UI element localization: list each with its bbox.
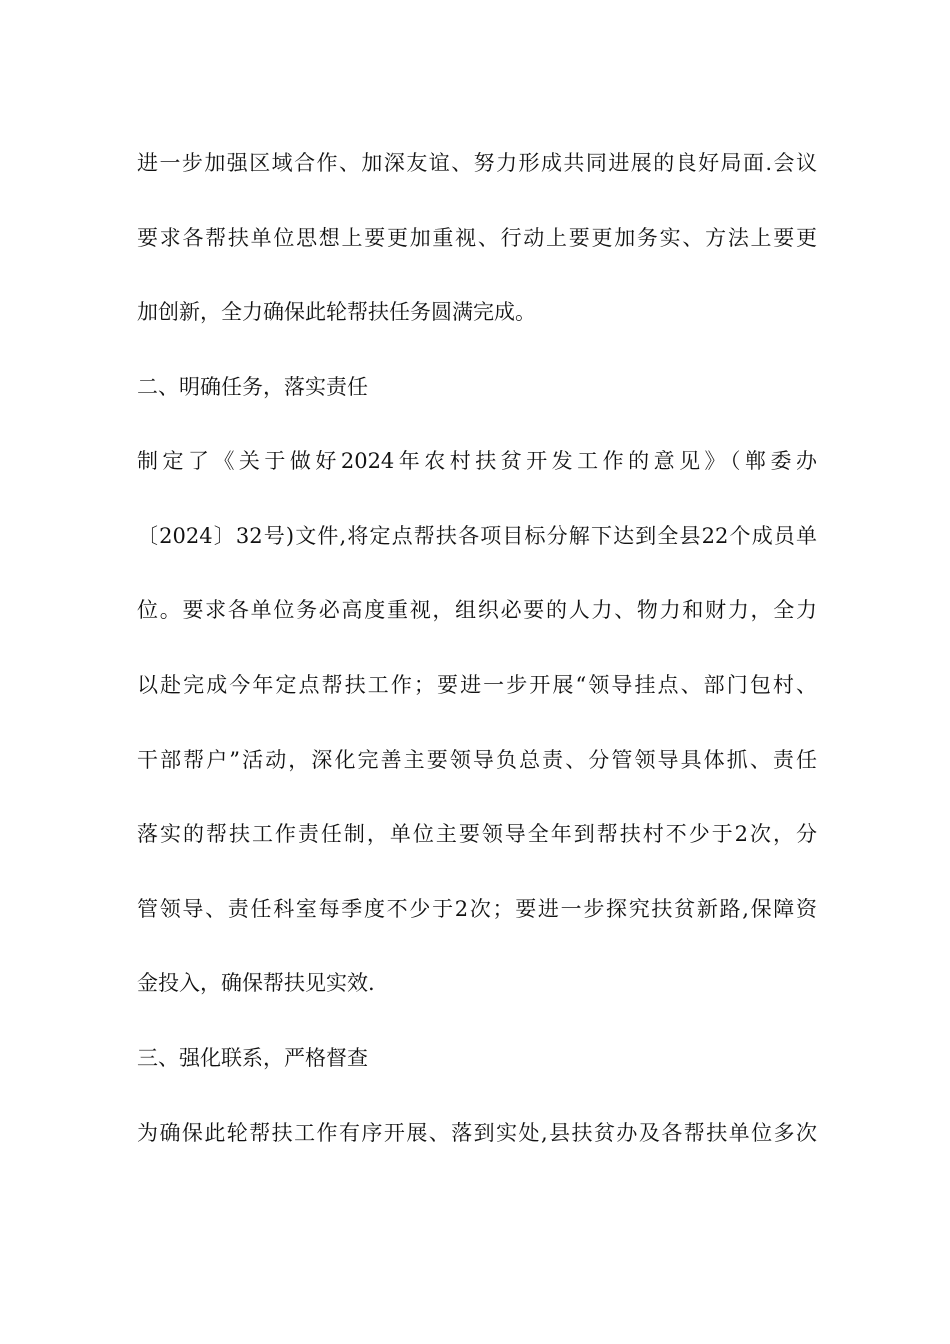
paragraph-line: 干部帮户”活动，深化完善主要领导负总责、分管领导具体抓、责任 (137, 748, 817, 772)
paragraph-line: 要求各帮扶单位思想上要更加重视、行动上要更加务实、方法上要更 (137, 226, 817, 250)
paragraph-line: 以赴完成今年定点帮扶工作；要进一步开展“领导挂点、部门包村、 (137, 673, 817, 697)
section-heading-3: 三、强化联系，严格督查 (137, 1046, 368, 1070)
paragraph-line: 加创新，全力确保此轮帮扶任务圆满完成。 (137, 300, 536, 324)
paragraph-line: 进一步加强区域合作、加深友谊、努力形成共同进展的良好局面.会议 (137, 151, 817, 175)
paragraph-line: 制定了《关于做好2024年农村扶贫开发工作的意见》（郸委办 (137, 449, 817, 473)
section-heading-2: 二、明确任务，落实责任 (137, 375, 368, 399)
paragraph-line: 〔2024〕32号)文件,将定点帮扶各项目标分解下达到全县22个成员单 (137, 524, 817, 548)
paragraph-line: 为确保此轮帮扶工作有序开展、落到实处,县扶贫办及各帮扶单位多次 (137, 1121, 817, 1145)
paragraph-line: 管领导、责任科室每季度不少于2次；要进一步探究扶贫新路,保障资 (137, 897, 817, 921)
paragraph-line: 金投入，确保帮扶见实效. (137, 971, 375, 995)
paragraph-line: 落实的帮扶工作责任制，单位主要领导全年到帮扶村不少于2次，分 (137, 822, 817, 846)
paragraph-line: 位。要求各单位务必高度重视，组织必要的人力、物力和财力，全力 (137, 598, 817, 622)
